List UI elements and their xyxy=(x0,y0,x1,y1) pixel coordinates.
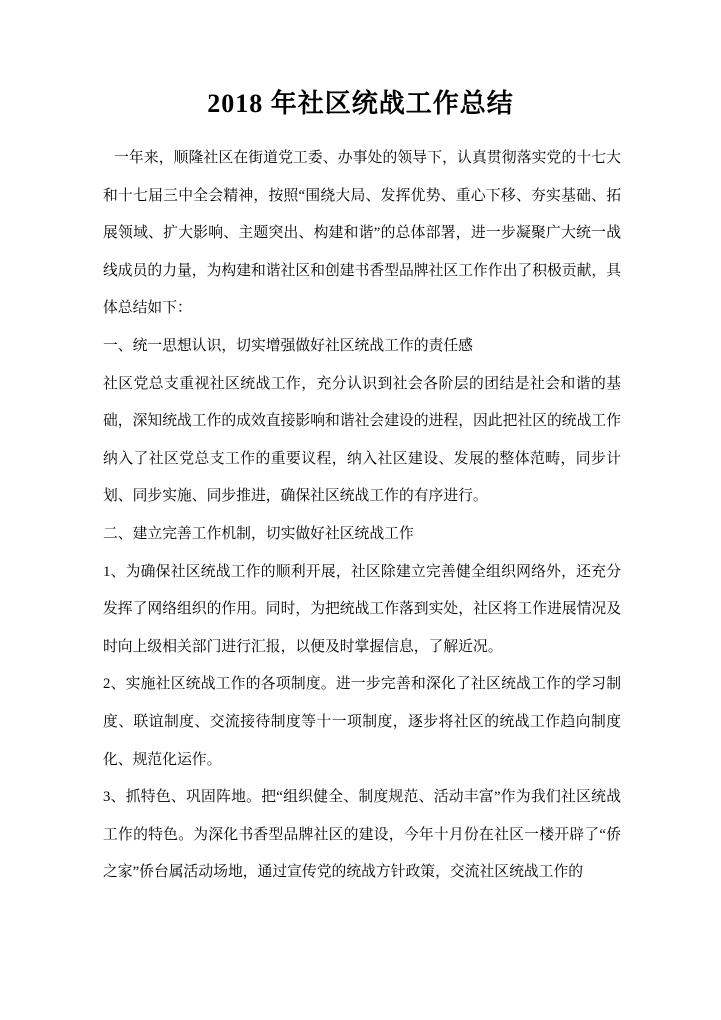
section-heading: 二、建立完善工作机制，切实做好社区统战工作 xyxy=(103,525,414,542)
section-heading: 一、统一思想认识，切实增强做好社区统战工作的责任感 xyxy=(103,337,473,354)
document-title: 2018 年社区统战工作总结 xyxy=(207,89,514,118)
body-paragraph: 2、实施社区统战工作的各项制度。进一步完善和深化了社区统战工作的学习制度、联谊制度、交流接待制度等十一项制度，逐步将社区的统战工作趋向制度化、规范化运作。 xyxy=(103,676,621,768)
body-paragraph: 社区党总支重视社区统战工作，充分认识到社会各阶层的团结是社会和谐的基础，深知统战工作的成效直接影响和谐社会建设的进程，因此把社区的统战工作纳入了社区党总支工作的重要议程，纳入社区建设、发展的整体范畴，同步计划、同步实施、同步推进，确保社区统战工作的有序进行。 xyxy=(103,375,621,505)
document-body xyxy=(103,140,621,892)
body-paragraph: 1、为确保社区统战工作的顺利开展，社区除建立完善健全组织网络外，还充分发挥了网络组织的作用。同时，为把统战工作落到实处，社区将工作进展情况及时向上级相关部门进行汇报，以便及时掌握信息，了解近况。 xyxy=(103,563,621,655)
body-paragraph: 一年来，顺隆社区在街道党工委、办事处的领导下，认真贯彻落实党的十七大和十七届三中全会精神，按照“围绕大局、发挥优势、重心下移、夯实基础、拓展领域、扩大影响、主题突出、构建和谐”的总体部署，进一步凝聚广大统一战线成员的力量，为构建和谐社区和创建书香型品牌社区工作作出了积极贡献，具体总结如下： xyxy=(103,150,621,317)
body-paragraph: 3、抓特色、巩固阵地。把“组织健全、制度规范、活动丰富”作为我们社区统战工作的特色。为深化书香型品牌社区的建设，今年十月份在社区一楼开辟了“侨之家”侨台属活动场地，通过宣传党的统战方针政策，交流社区统战工作的 xyxy=(103,789,621,881)
